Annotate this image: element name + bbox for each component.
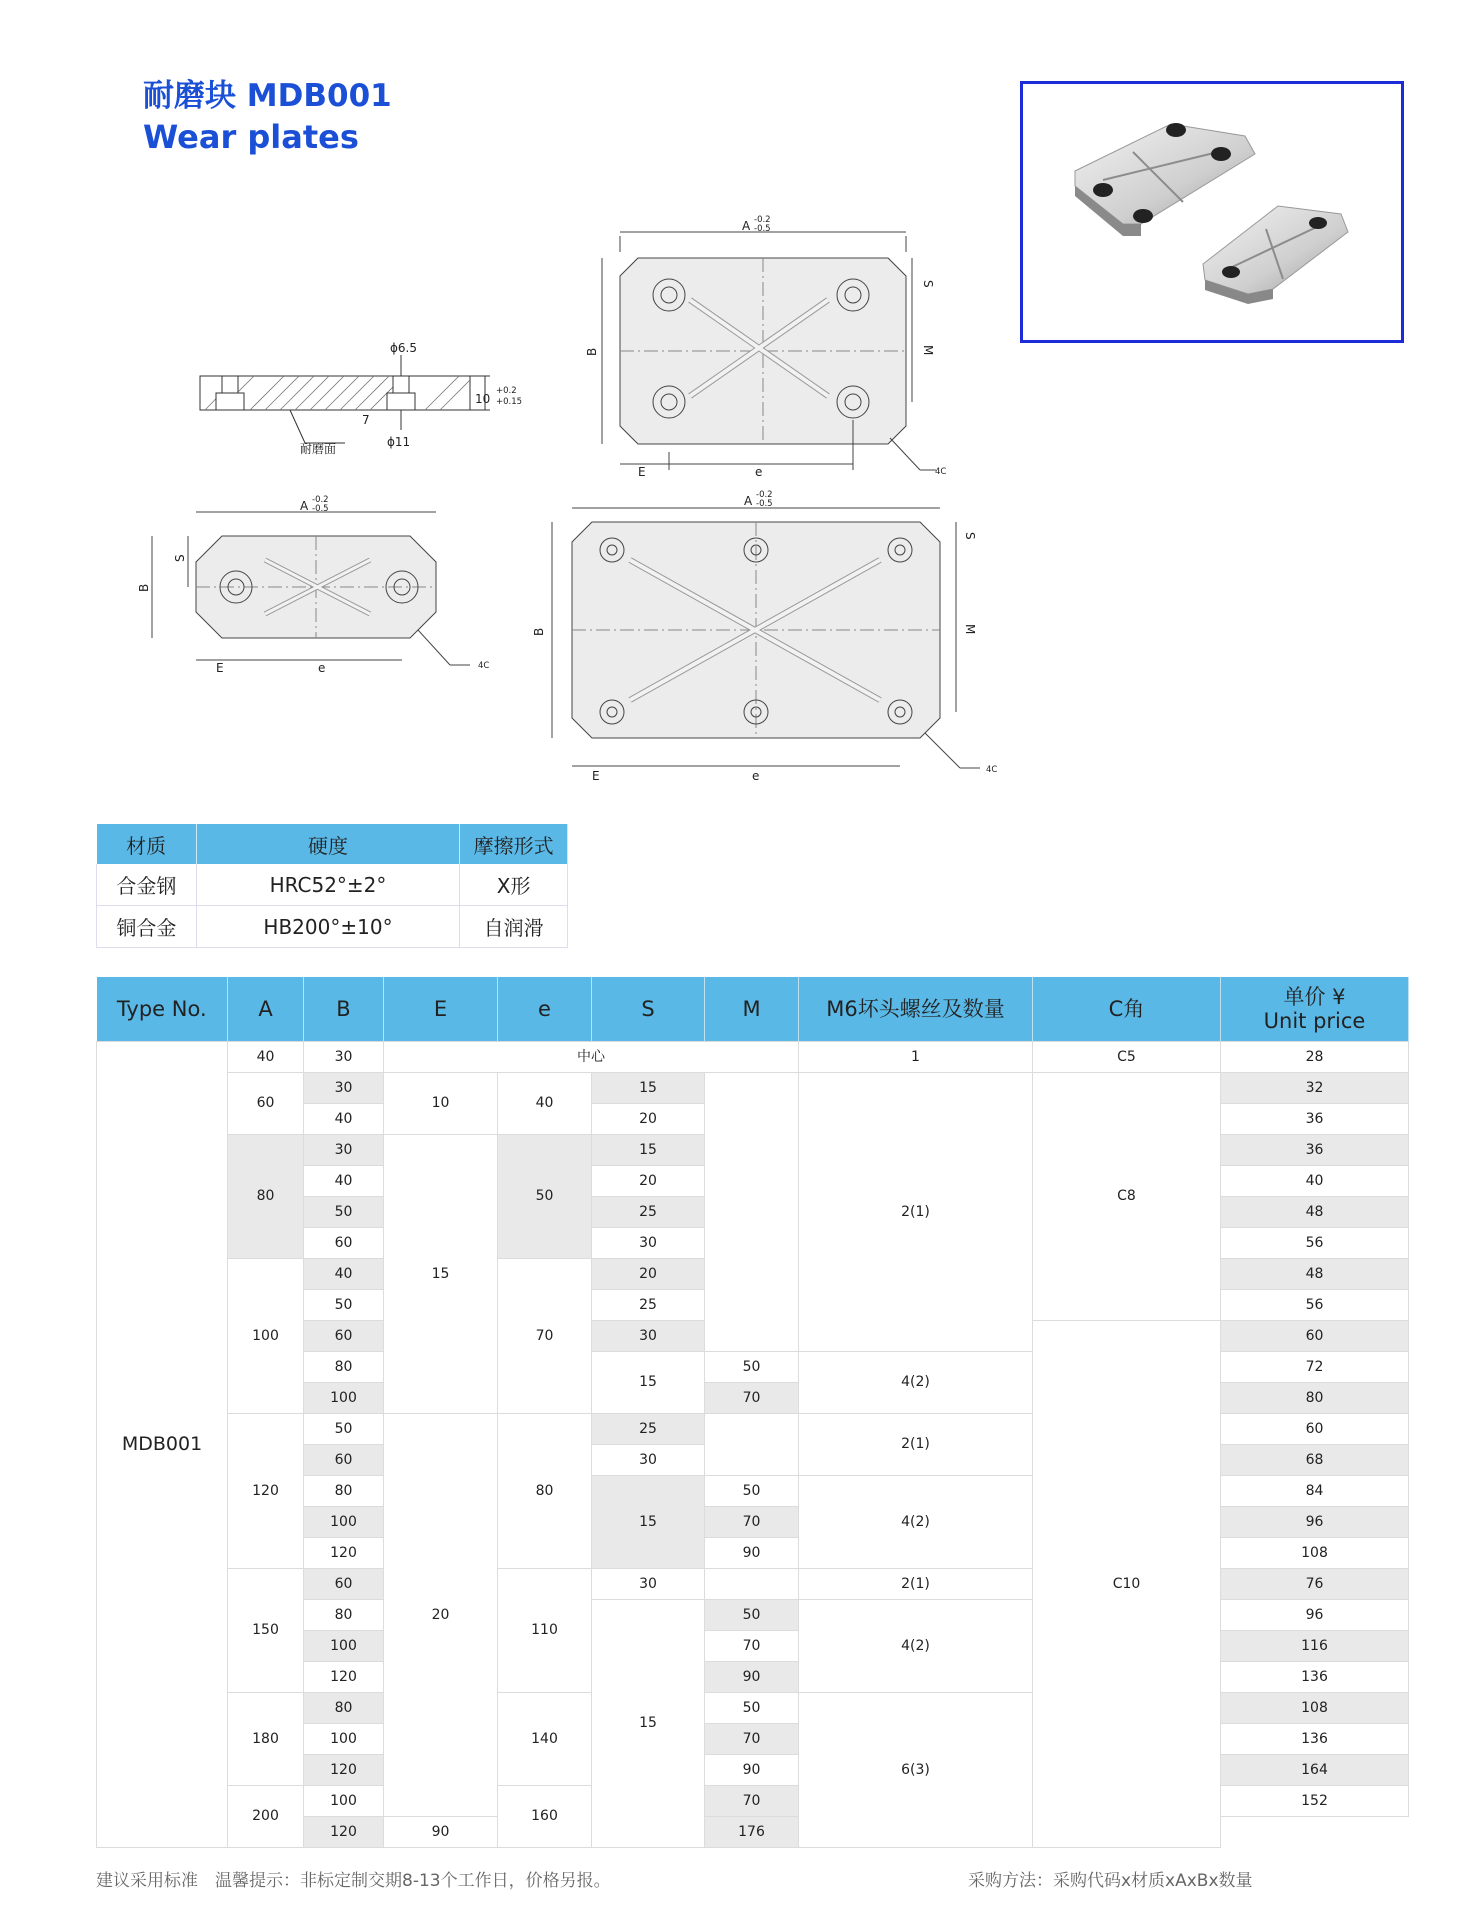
price-cell: 96 xyxy=(1221,1507,1409,1538)
price-cell: 116 xyxy=(1221,1631,1409,1662)
dim-b-4: B xyxy=(585,347,599,356)
s-cell: 25 xyxy=(592,1414,705,1445)
b-cell: 80 xyxy=(304,1352,384,1383)
s-cell: 15 xyxy=(592,1476,705,1569)
price-cell: 36 xyxy=(1221,1135,1409,1166)
tol-hi-4: -0.2 xyxy=(754,215,771,225)
c-cell: C10 xyxy=(1033,1321,1221,1848)
dim-E-2: E xyxy=(216,661,224,675)
price-cell: 108 xyxy=(1221,1538,1409,1569)
price-cell: 60 xyxy=(1221,1321,1409,1352)
header-price-en: Unit price xyxy=(1263,1009,1366,1033)
price-cell: 84 xyxy=(1221,1476,1409,1507)
b-cell: 60 xyxy=(304,1228,384,1259)
footer-purchase: 采购方法：采购代码x材质xAxBx数量 xyxy=(968,1871,1253,1891)
b-cell: 40 xyxy=(304,1259,384,1290)
m-cell-empty xyxy=(705,1569,799,1600)
dim-s-2: S xyxy=(173,554,187,562)
header-m: M xyxy=(705,977,799,1042)
c-cell: C8 xyxy=(1033,1073,1221,1321)
b-cell: 120 xyxy=(304,1817,384,1848)
m-cell: 90 xyxy=(705,1538,799,1569)
side-section-view xyxy=(200,355,490,443)
tol-hi-6: -0.2 xyxy=(756,490,773,500)
b-cell: 80 xyxy=(304,1693,384,1724)
s-cell: 30 xyxy=(592,1445,705,1476)
b-cell: 80 xyxy=(304,1600,384,1631)
s-cell: 20 xyxy=(592,1259,705,1290)
b-cell: 100 xyxy=(304,1631,384,1662)
price-cell: 40 xyxy=(1221,1166,1409,1197)
a-cell: 100 xyxy=(228,1259,304,1414)
plate-view-4-holes xyxy=(602,232,936,470)
s-cell: 15 xyxy=(592,1352,705,1414)
b-cell: 60 xyxy=(304,1445,384,1476)
a-cell: 180 xyxy=(228,1693,304,1786)
b-cell: 40 xyxy=(304,1166,384,1197)
s-cell: 15 xyxy=(592,1135,705,1166)
price-cell: 56 xyxy=(1221,1290,1409,1321)
mat-cell: HRC52°±2° xyxy=(196,864,459,906)
header-price-cn: 单价 ¥ xyxy=(1283,985,1346,1009)
m-cell: 90 xyxy=(705,1662,799,1693)
chamfer-6: 4C xyxy=(986,765,998,775)
mat-cell: 铜合金 xyxy=(97,906,197,948)
e-cell: 40 xyxy=(498,1073,592,1135)
price-cell: 136 xyxy=(1221,1724,1409,1755)
b-cell: 120 xyxy=(304,1538,384,1569)
b-cell: 30 xyxy=(304,1073,384,1104)
dim-hole-small: ϕ6.5 xyxy=(390,341,417,355)
m-cell: 90 xyxy=(705,1755,799,1786)
center-cell: 中心 xyxy=(384,1042,799,1073)
tol-hi-2: -0.2 xyxy=(312,495,329,505)
dim-m-6: M xyxy=(963,624,977,635)
screw-cell: 2(1) xyxy=(799,1073,1033,1352)
price-cell: 176 xyxy=(705,1817,799,1848)
b-cell: 30 xyxy=(304,1135,384,1166)
a-cell: 60 xyxy=(228,1073,304,1135)
s-cell: 25 xyxy=(592,1290,705,1321)
price-cell: 136 xyxy=(1221,1662,1409,1693)
price-cell: 36 xyxy=(1221,1104,1409,1135)
a-cell: 40 xyxy=(228,1042,304,1073)
mat-header: 硬度 xyxy=(196,824,459,864)
footer-note: 建议采用标准 温馨提示：非标定制交期8-13个工作日，价格另报。 xyxy=(96,1871,611,1891)
screw-cell: 1 xyxy=(799,1042,1033,1073)
dim-a-2: A xyxy=(300,499,309,513)
b-cell: 100 xyxy=(304,1724,384,1755)
s-cell: 20 xyxy=(592,1166,705,1197)
price-cell: 56 xyxy=(1221,1228,1409,1259)
mat-cell: 合金钢 xyxy=(97,864,197,906)
screw-cell: 2(1) xyxy=(799,1414,1033,1476)
E-cell: 15 xyxy=(384,1135,498,1414)
mat-cell: X形 xyxy=(460,864,568,906)
screw-cell: 4(2) xyxy=(799,1476,1033,1569)
b-cell: 50 xyxy=(304,1414,384,1445)
title-en: Wear plates xyxy=(143,118,359,156)
dim-E-4: E xyxy=(638,465,646,479)
price-cell: 48 xyxy=(1221,1259,1409,1290)
dim-e-4: e xyxy=(755,465,763,479)
price-cell: 48 xyxy=(1221,1197,1409,1228)
price-cell: 76 xyxy=(1221,1569,1409,1600)
tol-lo-6: -0.5 xyxy=(756,499,773,509)
title-cn: 耐磨块 MDB001 xyxy=(143,78,392,114)
header-c: C角 xyxy=(1033,977,1221,1042)
dim-a-4: A xyxy=(742,219,751,233)
price-cell: 80 xyxy=(1221,1383,1409,1414)
s-cell: 30 xyxy=(592,1321,705,1352)
price-cell: 72 xyxy=(1221,1352,1409,1383)
dim-E-6: E xyxy=(592,769,600,783)
type-no-cell: MDB001 xyxy=(97,1042,228,1848)
dim-e-6: e xyxy=(752,769,760,783)
e-cell: 70 xyxy=(498,1259,592,1414)
dim-e-2: e xyxy=(318,661,326,675)
wear-face-label: 耐磨面 xyxy=(300,442,337,456)
e-cell: 140 xyxy=(498,1693,592,1786)
a-cell: 120 xyxy=(228,1414,304,1569)
screw-cell: 4(2) xyxy=(799,1600,1033,1693)
m-cell: 50 xyxy=(705,1600,799,1631)
E-cell: 10 xyxy=(384,1073,498,1135)
b-cell: 80 xyxy=(304,1476,384,1507)
dim-thick-lo: +0.15 xyxy=(496,397,523,407)
price-cell: 108 xyxy=(1221,1693,1409,1724)
b-cell: 120 xyxy=(304,1755,384,1786)
b-cell: 100 xyxy=(304,1383,384,1414)
tol-lo-4: -0.5 xyxy=(754,224,771,234)
b-cell: 120 xyxy=(304,1662,384,1693)
s-cell: 15 xyxy=(592,1073,705,1104)
price-cell: 60 xyxy=(1221,1414,1409,1445)
a-cell: 80 xyxy=(228,1135,304,1259)
m-cell-empty xyxy=(705,1073,799,1352)
plate-view-6-holes xyxy=(552,508,980,768)
header-type: Type No. xyxy=(97,977,228,1042)
mat-header: 材质 xyxy=(97,824,197,864)
e-cell: 110 xyxy=(498,1569,592,1693)
b-cell: 50 xyxy=(304,1290,384,1321)
header-e: e xyxy=(498,977,592,1042)
dim-thick-hi: +0.2 xyxy=(496,386,517,396)
s-cell: 30 xyxy=(592,1569,705,1600)
m-cell: 70 xyxy=(705,1507,799,1538)
price-cell: 68 xyxy=(1221,1445,1409,1476)
header-b: B xyxy=(304,977,384,1042)
m-cell: 70 xyxy=(705,1383,799,1414)
tol-lo-2: -0.5 xyxy=(312,504,329,514)
dim-depth: 7 xyxy=(362,413,370,427)
m-cell: 70 xyxy=(705,1631,799,1662)
a-cell: 150 xyxy=(228,1569,304,1693)
header-s: S xyxy=(592,977,705,1042)
dim-b-6: B xyxy=(532,627,546,636)
s-cell: 25 xyxy=(592,1197,705,1228)
technical-drawing xyxy=(0,0,1463,800)
mat-cell: 自润滑 xyxy=(460,906,568,948)
header-screw: M6坏头螺丝及数量 xyxy=(799,977,1033,1042)
b-cell: 40 xyxy=(304,1104,384,1135)
chamfer-2: 4C xyxy=(478,661,490,671)
material-table xyxy=(96,824,568,948)
m-cell-empty xyxy=(705,1414,799,1476)
header-E: E xyxy=(384,977,498,1042)
header-price xyxy=(1221,977,1409,1042)
dim-a-6: A xyxy=(744,494,753,508)
a-cell: 200 xyxy=(228,1786,304,1848)
chamfer-4: 4C xyxy=(935,467,947,477)
dim-s-6: S xyxy=(963,532,977,540)
m-cell: 70 xyxy=(705,1724,799,1755)
c-cell: C5 xyxy=(1033,1042,1221,1073)
plate-view-2-holes xyxy=(152,512,470,665)
e-cell: 80 xyxy=(498,1414,592,1569)
b-cell: 30 xyxy=(304,1042,384,1073)
price-cell: 32 xyxy=(1221,1073,1409,1104)
s-cell: 15 xyxy=(592,1600,705,1848)
dim-hole-large: ϕ11 xyxy=(387,435,411,449)
dim-thick: 10 xyxy=(475,392,491,406)
dim-s-4: S xyxy=(921,280,935,288)
header-a: A xyxy=(228,977,304,1042)
mat-header: 摩擦形式 xyxy=(460,824,568,864)
price-cell: 96 xyxy=(1221,1600,1409,1631)
m-cell: 50 xyxy=(705,1352,799,1383)
spec-table xyxy=(96,977,1409,1848)
price-cell: 164 xyxy=(1221,1755,1409,1786)
m-cell: 50 xyxy=(705,1476,799,1507)
b-cell: 60 xyxy=(304,1569,384,1600)
dim-m-4: M xyxy=(921,345,935,356)
s-cell: 20 xyxy=(592,1104,705,1135)
mat-cell: HB200°±10° xyxy=(196,906,459,948)
m-cell: 90 xyxy=(384,1817,498,1848)
screw-cell: 4(2) xyxy=(799,1352,1033,1414)
m-cell: 70 xyxy=(705,1786,799,1817)
e-cell: 50 xyxy=(498,1135,592,1259)
b-cell: 100 xyxy=(304,1786,384,1817)
price-cell: 28 xyxy=(1221,1042,1409,1073)
screw-cell: 6(3) xyxy=(799,1693,1033,1848)
screw-cell: 2(1) xyxy=(799,1569,1033,1600)
dim-b-2: B xyxy=(137,583,151,592)
price-cell: 152 xyxy=(1221,1786,1409,1817)
s-cell: 30 xyxy=(592,1228,705,1259)
b-cell: 60 xyxy=(304,1321,384,1352)
b-cell: 100 xyxy=(304,1507,384,1538)
b-cell: 50 xyxy=(304,1197,384,1228)
E-cell: 20 xyxy=(384,1414,498,1817)
e-cell: 160 xyxy=(498,1786,592,1848)
m-cell: 50 xyxy=(705,1693,799,1724)
